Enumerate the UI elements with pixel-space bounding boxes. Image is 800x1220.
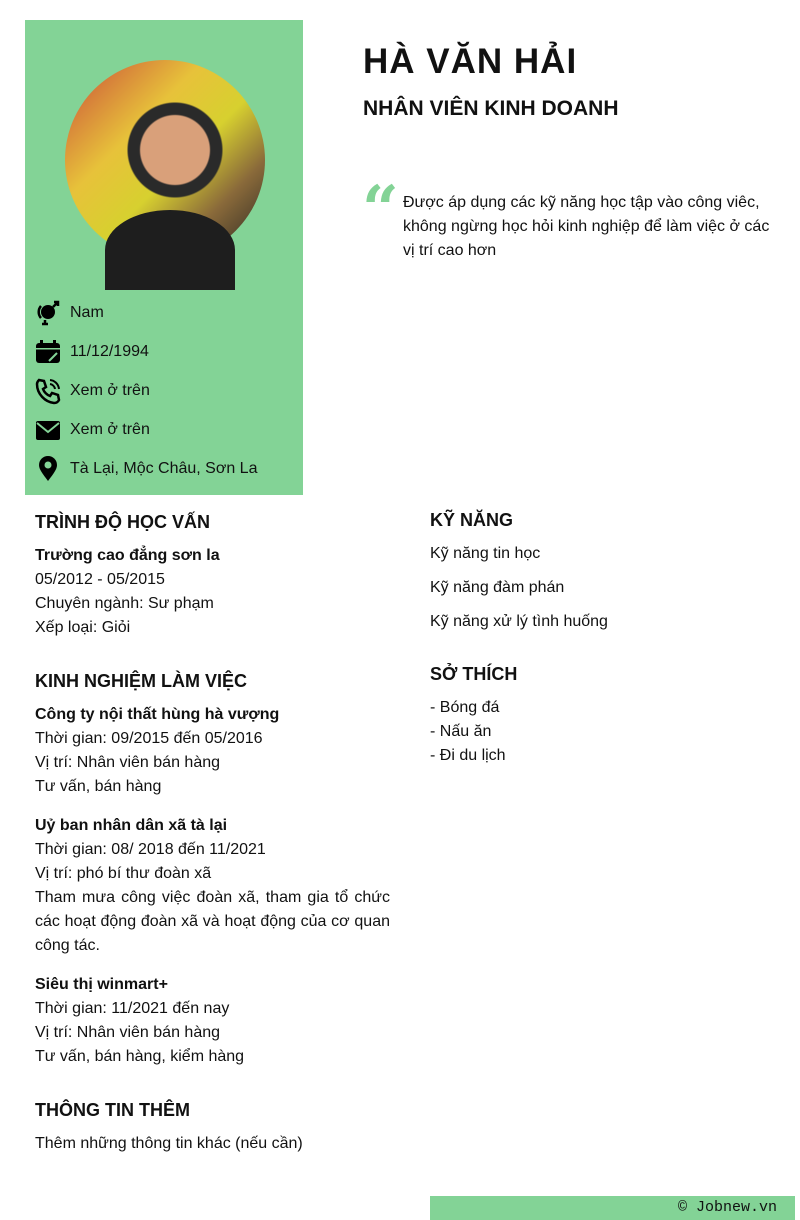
education-rank: Xếp loại: Giỏi: [35, 619, 131, 636]
skills-heading: KỸ NĂNG: [430, 510, 514, 530]
candidate-position: NHÂN VIÊN KINH DOANH: [363, 97, 619, 120]
phone-value: Xem ở trên: [70, 382, 150, 399]
school: Trường cao đẳng sơn la: [35, 547, 220, 564]
skill-item: Kỹ năng tin học: [430, 545, 541, 562]
candidate-name: HÀ VĂN HẢI: [363, 42, 578, 81]
experience-item: [35, 703, 390, 799]
time: Thời gian: 11/2021 đến nay: [35, 1000, 230, 1017]
birthday-value: 11/12/1994: [70, 343, 149, 360]
location-pin-icon: [35, 456, 61, 482]
education-major: Chuyên ngành: Sư phạm: [35, 595, 214, 612]
time: Thời gian: 08/ 2018 đến 11/2021: [35, 841, 266, 858]
skill-item: Kỹ năng xử lý tình huống: [430, 613, 608, 630]
description: Tư vấn, bán hàng, kiểm hàng: [35, 1048, 245, 1065]
left-column: [35, 510, 390, 1156]
experience-section: [35, 669, 390, 1069]
career-objective: Được áp dụng các kỹ năng học tập vào công viêc, không ngừng học hỏi kinh nghiệp để làm việc ở các vị trí cao hơn: [403, 194, 770, 259]
company: Công ty nội thất hùng hà vượng: [35, 706, 280, 723]
hobby-item: - Đi du lịch: [430, 747, 506, 764]
right-column: [430, 508, 790, 768]
hobbies-heading: SỞ THÍCH: [430, 664, 518, 684]
description: Tư vấn, bán hàng: [35, 778, 162, 795]
email-value: Xem ở trên: [70, 421, 150, 438]
hobby-item: - Nấu ăn: [430, 723, 492, 740]
education-heading: TRÌNH ĐỘ HỌC VẤN: [35, 512, 210, 532]
additional-text: Thêm những thông tin khác (nếu cần): [35, 1135, 303, 1152]
additional-section: [35, 1098, 390, 1156]
description: Tham mưa công việc đoàn xã, tham gia tổ chức các hoạt động đoàn xã và hoạt động của cơ quan công tác.: [35, 889, 390, 954]
experience-item: [35, 814, 390, 958]
time: Thời gian: 09/2015 đến 05/2016: [35, 730, 263, 747]
additional-heading: THÔNG TIN THÊM: [35, 1100, 190, 1120]
experience-item: [35, 973, 390, 1069]
phone-icon: [35, 378, 61, 404]
gender-icon: [35, 300, 61, 326]
address-row: [35, 456, 257, 482]
education-section: [35, 510, 390, 640]
company: Siêu thị winmart+: [35, 976, 168, 993]
avatar: [65, 60, 265, 260]
role: Vị trí: Nhân viên bán hàng: [35, 754, 221, 771]
gender-row: [35, 300, 104, 326]
sidebar: [25, 20, 303, 495]
email-row: [35, 417, 150, 443]
birthday-row: [35, 339, 149, 365]
education-period: 05/2012 - 05/2015: [35, 571, 165, 588]
company: Uỷ ban nhân dân xã tà lại: [35, 817, 228, 834]
gender-value: Nam: [70, 304, 104, 321]
footer-credit: © Jobnew.vn: [430, 1196, 795, 1220]
role: Vị trí: Nhân viên bán hàng: [35, 1024, 221, 1041]
address-value: Tà Lại, Mộc Châu, Sơn La: [70, 460, 258, 477]
phone-row: [35, 378, 150, 404]
skill-item: Kỹ năng đàm phán: [430, 579, 565, 596]
calendar-icon: [35, 339, 61, 365]
experience-heading: KINH NGHIỆM LÀM VIỆC: [35, 671, 248, 691]
quote-icon: “: [362, 172, 399, 247]
role: Vị trí: phó bí thư đoàn xã: [35, 865, 212, 882]
hobby-item: - Bóng đá: [430, 699, 500, 716]
email-icon: [35, 417, 61, 443]
